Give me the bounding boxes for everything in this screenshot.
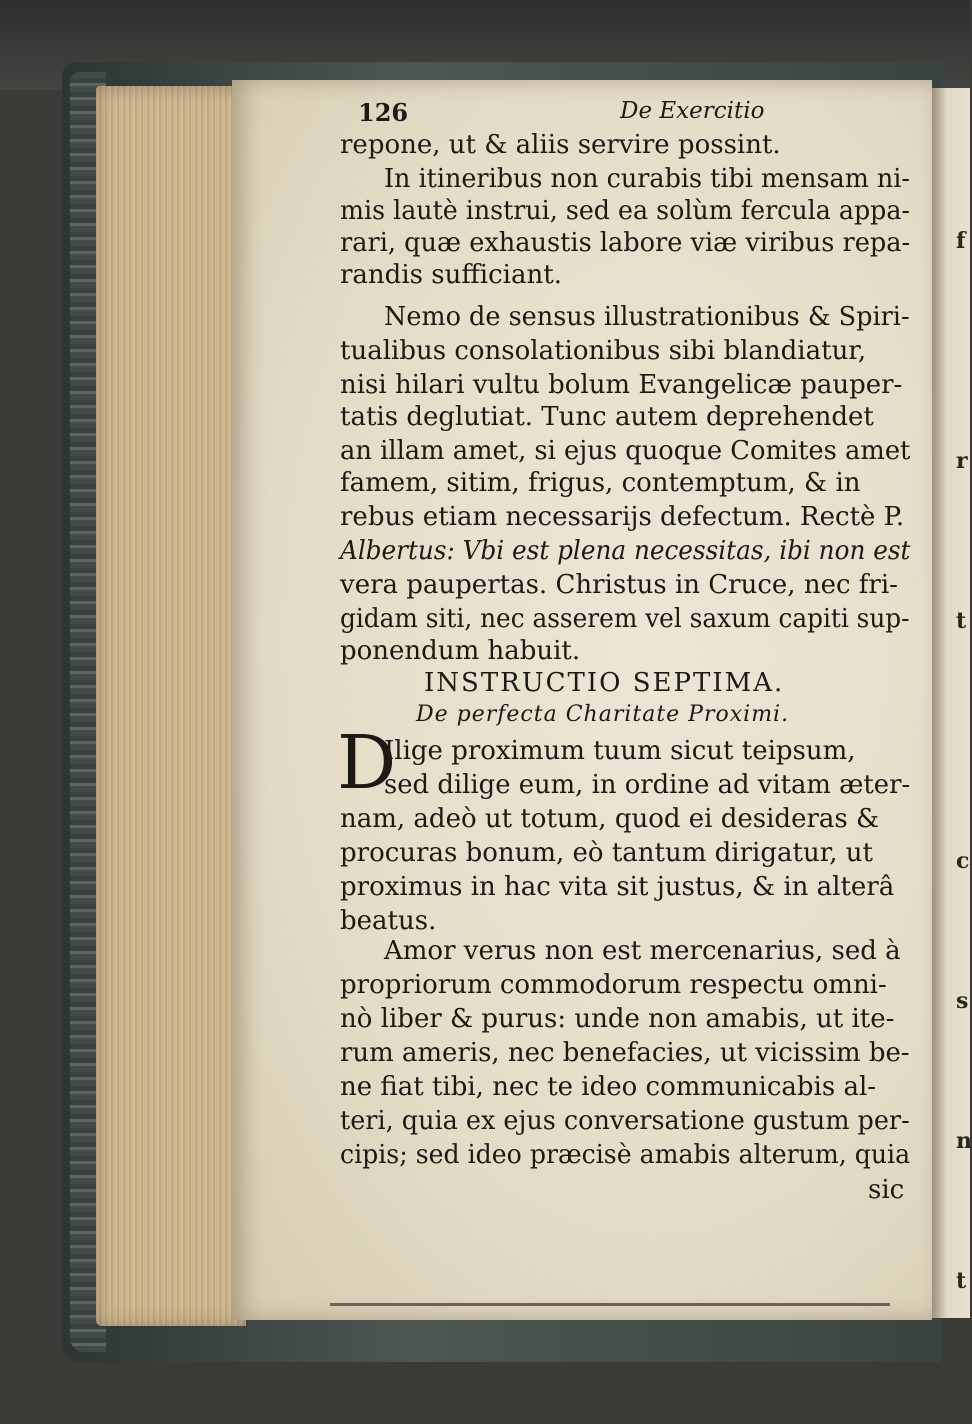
text-line: mis lautè instrui, sed ea solùm fercula appa-	[340, 196, 910, 226]
text-line: cipis; sed ideo præcisè amabis alterum, quia	[340, 1140, 911, 1170]
text-line: rebus etiam necessarijs defectum. Rectè P.	[340, 502, 905, 532]
running-title: De Exercitio	[620, 98, 765, 124]
catchword: sic	[868, 1175, 905, 1205]
page-edges	[96, 86, 246, 1326]
text-line: rum ameris, nec benefacies, ut vicissim be-	[340, 1038, 910, 1068]
text-line: repone, ut & aliis servire possint.	[340, 130, 781, 160]
text-line: ponendum habuit.	[340, 636, 581, 666]
facing-page-letter: r	[956, 448, 968, 474]
text-line: Albertus: Vbi est plena necessitas, ibi non est	[340, 536, 911, 566]
text-line: tualibus consolationibus sibi blandiatur,	[340, 336, 867, 366]
text-line: Ilige proximum tuum sicut teipsum,	[384, 736, 856, 766]
section-subheading: De perfecta Charitate Proximi.	[416, 702, 790, 727]
facing-page-letter: c	[956, 848, 970, 874]
text-line: ne fiat tibi, nec te ideo communicabis al-	[340, 1072, 877, 1102]
text-line: nisi hilari vultu bolum Evangelicæ pauper-	[340, 370, 903, 400]
text-line: Amor verus non est mercenarius, sed à	[384, 936, 901, 966]
text-line: teri, quia ex ejus conversatione gustum per-	[340, 1106, 910, 1136]
text-line: proximus in hac vita sit justus, & in alterâ	[340, 872, 895, 902]
text-line: nò liber & purus: unde non amabis, ut ite-	[340, 1004, 895, 1034]
facing-page-letter: f	[956, 228, 966, 254]
text-line: beatus.	[340, 906, 437, 936]
page-number: 126	[358, 98, 409, 127]
text-line: randis sufficiant.	[340, 260, 562, 290]
page-bottom-rule	[330, 1303, 890, 1306]
text-line: vera paupertas. Christus in Cruce, nec fri-	[340, 570, 898, 600]
text-line: famem, sitim, frigus, contemptum, & in	[340, 468, 861, 498]
text-line: In itineribus non curabis tibi mensam ni-	[384, 164, 910, 194]
facing-page-letter: n	[956, 1128, 972, 1154]
facing-page-letter: s	[956, 988, 969, 1014]
drop-cap: D	[337, 720, 397, 806]
text-line: nam, adeò ut totum, quod ei desideras &	[340, 804, 880, 834]
text-line: Nemo de sensus illustrationibus & Spiri-	[384, 302, 910, 332]
section-heading: INSTRUCTIO SEPTIMA.	[424, 668, 785, 698]
text-line: tatis deglutiat. Tunc autem deprehendet	[340, 402, 874, 432]
text-line: rari, quæ exhaustis labore viæ viribus repa-	[340, 228, 911, 258]
text-line: propriorum commodorum respectu omni-	[340, 970, 887, 1000]
running-head	[358, 98, 798, 128]
text-line: an illam amet, si ejus quoque Comites amet	[340, 436, 911, 466]
text-line: gidam siti, nec asserem vel saxum capiti sup-	[340, 604, 910, 634]
facing-page-letter: t	[956, 608, 967, 634]
text-line: sed dilige eum, in ordine ad vitam æter-	[384, 770, 911, 800]
facing-page-letter: t	[956, 1268, 967, 1294]
facing-page-edge	[932, 88, 970, 1318]
text-line: procuras bonum, eò tantum dirigatur, ut	[340, 838, 873, 868]
